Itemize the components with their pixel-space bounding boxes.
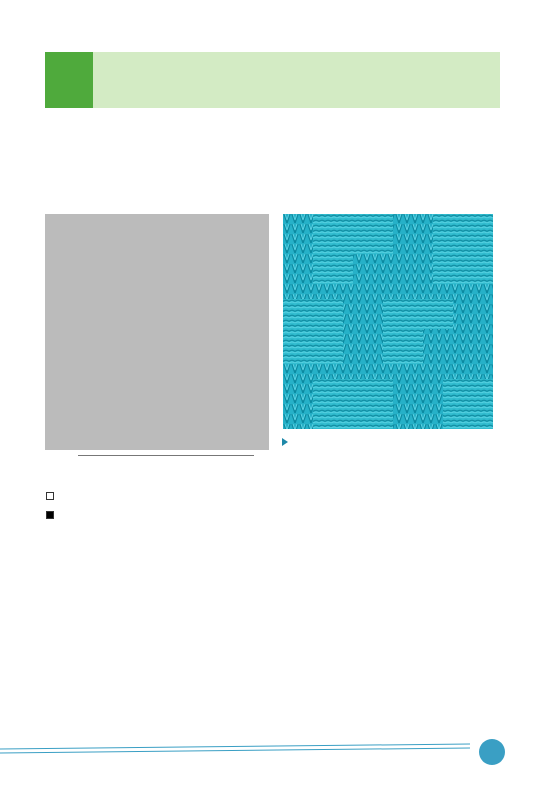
purl-symbol-icon: [46, 511, 54, 519]
rapport-line: [78, 455, 254, 456]
header-band: [45, 52, 500, 108]
knitting-chart: [45, 214, 269, 450]
knitted-swatch-photo: [283, 214, 493, 429]
legend-purl: [46, 510, 56, 519]
swatch-texture: [283, 214, 493, 429]
cast-on-line: [282, 438, 497, 449]
instructions: [282, 438, 497, 457]
legend-knit: [46, 491, 56, 500]
chart-background: [45, 214, 269, 450]
page-number: [479, 739, 505, 765]
arrow-icon: [282, 438, 288, 446]
footer-swoosh: [0, 730, 545, 760]
knit-symbol-icon: [46, 492, 54, 500]
pattern-tab: [45, 52, 93, 108]
